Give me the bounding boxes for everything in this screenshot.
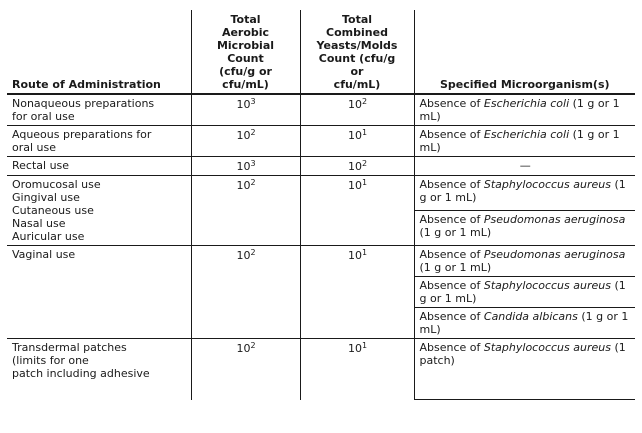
route-text: Nonaqueous preparations xyxy=(12,97,155,110)
header-specified xyxy=(414,10,635,94)
spec-prefix: Absence of xyxy=(419,248,484,261)
spec-suffix: (1 g or 1 mL) xyxy=(419,97,620,123)
header-aerobic-line: (cfu/g or xyxy=(219,65,272,78)
header-yeasts-line: or xyxy=(350,65,364,78)
spec-suffix: (1 g or 1 mL) xyxy=(419,310,629,336)
header-route xyxy=(7,10,191,94)
specified-cell xyxy=(414,126,635,157)
header-row xyxy=(7,10,635,94)
spec-suffix: (1 g or 1 mL) xyxy=(419,178,626,204)
aerobic-exponent: 2 xyxy=(250,178,256,187)
specified-cell xyxy=(414,211,635,246)
organism-name: Candida albicans xyxy=(483,310,578,323)
header-aerobic xyxy=(191,10,300,94)
header-aerobic-line: Total xyxy=(230,13,261,26)
yeasts-exponent: 1 xyxy=(361,248,368,257)
yeasts-base: 10 xyxy=(347,179,362,192)
table-row xyxy=(7,126,635,157)
route-cell xyxy=(7,176,191,246)
specified-cell xyxy=(414,339,635,400)
header-aerobic-line: Count xyxy=(227,52,264,65)
route-text: (limits for one xyxy=(12,354,89,367)
header-yeasts xyxy=(300,10,414,94)
spec-suffix: (1 g or 1 mL) xyxy=(419,226,492,239)
yeasts-exponent: 1 xyxy=(361,178,368,187)
yeasts-count-cell xyxy=(300,126,414,157)
yeasts-count-cell xyxy=(300,157,414,176)
spec-prefix: Absence of xyxy=(419,178,484,191)
header-yeasts-line: Count (cfu/g xyxy=(318,52,396,65)
spec-prefix: Absence of xyxy=(419,279,484,292)
route-text: Auricular use xyxy=(12,230,85,243)
route-text: Aqueous preparations for xyxy=(12,128,152,141)
aerobic-exponent: 2 xyxy=(250,248,256,257)
none-dash: — xyxy=(519,159,531,172)
table-row xyxy=(7,176,635,211)
aerobic-exponent: 3 xyxy=(250,97,256,106)
microbial-limits-table xyxy=(7,10,635,400)
spec-prefix: Absence of xyxy=(419,341,484,354)
organism-name: Staphylococcus aureus xyxy=(483,341,611,354)
header-aerobic-line: Aerobic xyxy=(221,26,270,39)
yeasts-base: 10 xyxy=(347,342,362,355)
header-aerobic-line: cfu/mL) xyxy=(222,78,269,91)
aerobic-count-cell xyxy=(191,176,300,246)
specified-cell xyxy=(414,157,635,176)
aerobic-base: 10 xyxy=(236,129,251,142)
spec-suffix: (1 g or 1 mL) xyxy=(419,261,492,274)
specified-cell xyxy=(414,308,635,339)
organism-name: Pseudomonas aeruginosa xyxy=(483,213,626,226)
table-row xyxy=(7,157,635,176)
route-cell xyxy=(7,126,191,157)
table-row xyxy=(7,94,635,126)
aerobic-base: 10 xyxy=(236,342,251,355)
aerobic-exponent: 2 xyxy=(250,341,256,350)
route-text: for oral use xyxy=(12,110,75,123)
header-yeasts-line: cfu/mL) xyxy=(333,78,381,91)
yeasts-count-cell xyxy=(300,339,414,400)
header-aerobic-line: Microbial xyxy=(216,39,275,52)
aerobic-base: 10 xyxy=(236,98,251,111)
header-specified-text: Specified Microorganism(s) xyxy=(439,78,610,91)
route-text: Rectal use xyxy=(12,159,70,172)
yeasts-exponent: 2 xyxy=(361,159,368,168)
route-text: Vaginal use xyxy=(12,248,76,261)
specified-cell xyxy=(414,246,635,277)
yeasts-count-cell xyxy=(300,176,414,246)
specified-cell xyxy=(414,176,635,211)
aerobic-base: 10 xyxy=(236,160,251,173)
spec-prefix: Absence of xyxy=(419,310,484,323)
yeasts-base: 10 xyxy=(347,98,362,111)
route-text: patch including adhesive xyxy=(12,367,150,380)
route-text: Transdermal patches xyxy=(12,341,127,354)
table-row xyxy=(7,246,635,277)
table-row xyxy=(7,339,635,400)
spec-suffix: (1 patch) xyxy=(419,341,626,367)
route-text: Gingival use xyxy=(12,191,80,204)
specified-cell xyxy=(414,94,635,126)
header-yeasts-line: Total xyxy=(341,13,373,26)
organism-name: Escherichia coli xyxy=(483,97,570,110)
spec-suffix: (1 g or 1 mL) xyxy=(419,128,620,154)
spec-prefix: Absence of xyxy=(419,213,484,226)
aerobic-exponent: 2 xyxy=(250,128,256,137)
aerobic-count-cell xyxy=(191,339,300,400)
yeasts-exponent: 1 xyxy=(361,128,368,137)
aerobic-base: 10 xyxy=(236,179,251,192)
header-yeasts-line: Yeasts/Molds xyxy=(316,39,398,52)
spec-prefix: Absence of xyxy=(419,97,484,110)
aerobic-count-cell xyxy=(191,157,300,176)
header-yeasts-line: Combined xyxy=(326,26,388,39)
yeasts-exponent: 2 xyxy=(361,97,368,106)
organism-name: Staphylococcus aureus xyxy=(483,178,611,191)
spec-prefix: Absence of xyxy=(419,128,484,141)
route-text: Cutaneous use xyxy=(12,204,94,217)
aerobic-count-cell xyxy=(191,94,300,126)
yeasts-base: 10 xyxy=(347,160,362,173)
aerobic-base: 10 xyxy=(236,249,251,262)
route-cell xyxy=(7,246,191,339)
route-text: Nasal use xyxy=(12,217,66,230)
route-cell xyxy=(7,94,191,126)
yeasts-count-cell xyxy=(300,246,414,339)
organism-name: Staphylococcus aureus xyxy=(483,279,611,292)
aerobic-count-cell xyxy=(191,126,300,157)
route-cell xyxy=(7,157,191,176)
route-text: Oromucosal use xyxy=(12,178,101,191)
organism-name: Escherichia coli xyxy=(483,128,570,141)
route-text: oral use xyxy=(12,141,57,154)
spec-suffix: (1 g or 1 mL) xyxy=(419,279,626,305)
aerobic-count-cell xyxy=(191,246,300,339)
route-cell xyxy=(7,339,191,400)
organism-name: Pseudomonas aeruginosa xyxy=(483,248,626,261)
specified-cell xyxy=(414,277,635,308)
yeasts-exponent: 1 xyxy=(361,341,368,350)
yeasts-base: 10 xyxy=(347,249,362,262)
aerobic-exponent: 3 xyxy=(250,159,256,168)
yeasts-count-cell xyxy=(300,94,414,126)
yeasts-base: 10 xyxy=(347,129,362,142)
header-route-text: Route of Administration xyxy=(12,78,161,91)
